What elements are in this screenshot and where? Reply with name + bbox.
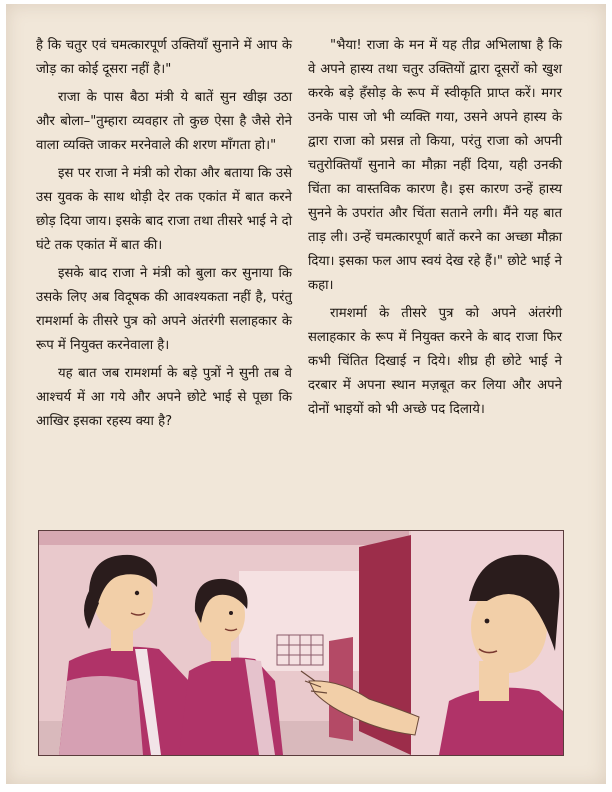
ceiling-band	[39, 531, 409, 545]
right-paragraph-2: रामशर्मा के तीसरे पुत्र को अपने अंतरंगी सलाहकार के रूप में नियुक्त करने के बाद राजा फिर कभी चिंतित दिखाई न दिये। शीघ्र ही छोटे भाई ने दरबार में अपना स्थान मज़बूत कर लिया और अपने दोनों भाइयों को भी अच्छे पद दिलाये।	[308, 306, 562, 417]
page	[6, 4, 606, 784]
left-paragraph-3: इस पर राजा ने मंत्री को रोका और बताया कि उसे उस युवक के साथ थोड़ी देर तक एकांत में बात करने छोड़ दिया जाय। इसके बाद राजा तथा तीसरे भाई ने दो घंटे तक एकांत में बात की।	[36, 166, 292, 253]
left-paragraph-1: है कि चतुर एवं चमत्कारपूर्ण उक्तियाँ सुनाने में आप के जोड़ का कोई दूसरा नहीं है।"	[36, 38, 292, 77]
left-text-column	[36, 34, 292, 438]
story-illustration	[38, 530, 564, 756]
right-text-column	[308, 34, 562, 426]
left-paragraph-5: यह बात जब रामशर्मा के बड़े पुत्रों ने सुनी तब वे आश्चर्य में आ गये और अपने छोटे भाई से पूछा कि आखिर इसका रहस्य क्या है?	[36, 366, 292, 429]
illustration-svg	[39, 531, 563, 755]
left-paragraph-4: इसके बाद राजा ने मंत्री को बुला कर सुनाया कि उसके लिए अब विदूषक की आवश्यकता नहीं है, परंतु रामशर्मा के तीसरे पुत्र को अपने अंतरंगी सलाहकार के रूप में नियुक्त करनेवाला है।	[36, 266, 292, 353]
right-paragraph-1: "भैया! राजा के मन में यह तीव्र अभिलाषा है कि वे अपने हास्य तथा चतुर उक्तियों द्वारा दूसरों को खुश करके बड़े हँसोड़ के रूप में स्वीकृति प्राप्त करें। मगर उनके पास जो भी व्यक्ति गया, उसने अपने हास्य के द्वारा राजा को प्रसन्न तो किया, परंतु राजा को अपनी चतुरोक्तियाँ सुनाने का मौक़ा नहीं दिया, यही उनकी चिंता का वास्तविक कारण है। इस कारण उन्हें हास्य सुनने के उपरांत और चिंता सताने लगी। मैंने यह बात ताड़ ली। उन्हें चमत्कारपूर्ण बातें करने का अच्छा मौक़ा दिया। इसका फल आप स्वयं देख रहे हैं।" छोटे भाई ने कहा।	[308, 38, 562, 293]
left-paragraph-2: राजा के पास बैठा मंत्री ये बातें सुन खीझ उठा और बोला–"तुम्हारा व्यवहार तो कुछ ऐसा है जैसे रोने वाला व्यक्ति जाकर मरनेवाले की शरण माँगता हो।"	[36, 90, 292, 153]
